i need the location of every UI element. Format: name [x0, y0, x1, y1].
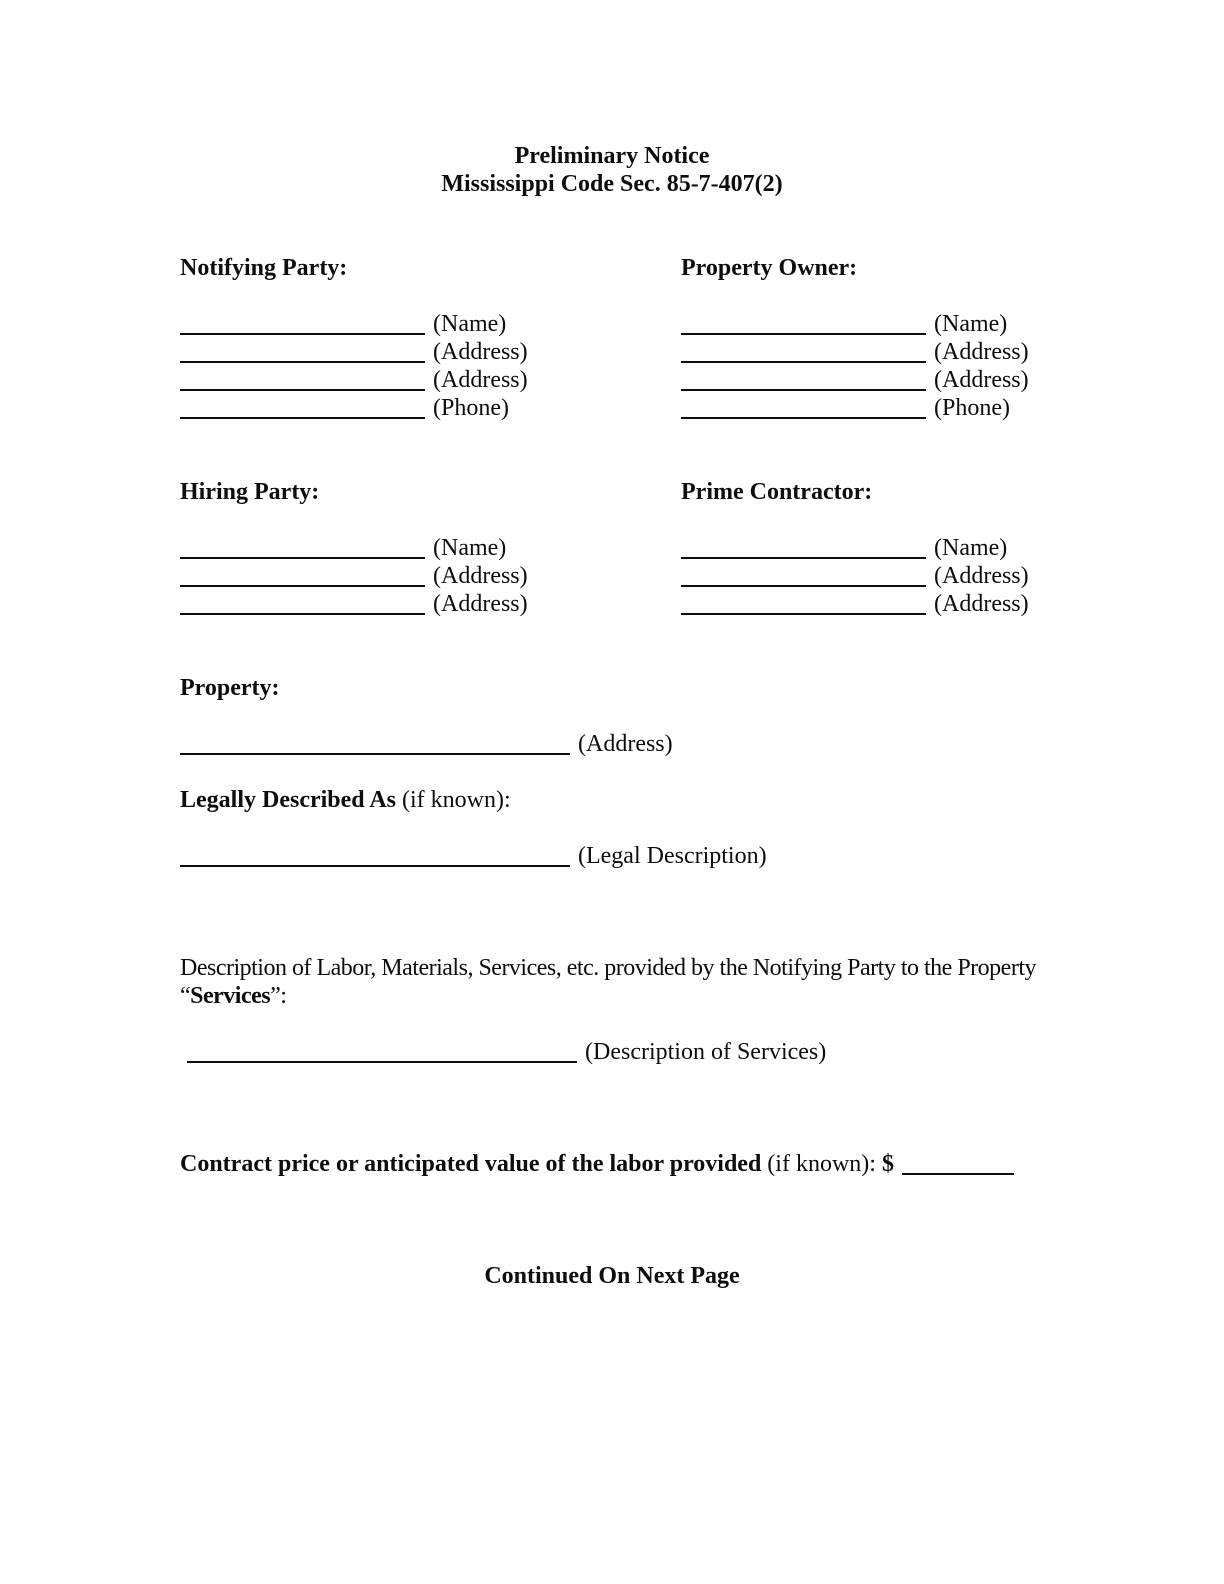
blank-field-line — [180, 321, 425, 335]
parties-row-1 — [180, 254, 1044, 422]
hiring-party-heading: Hiring Party: — [180, 479, 320, 505]
contract-price-row — [180, 1150, 1044, 1178]
legal-description-heading — [180, 786, 1044, 814]
blank-field-line — [180, 405, 425, 419]
field-row — [180, 310, 681, 338]
contract-price-regular-text: (if known): — [761, 1151, 882, 1177]
section-notifying-party — [180, 254, 681, 422]
document-title-line1: Preliminary Notice — [514, 143, 710, 169]
section-property — [180, 674, 1044, 758]
section-prime-contractor — [681, 478, 1044, 618]
blank-field-line — [681, 377, 926, 391]
prime-contractor-heading: Prime Contractor: — [681, 479, 873, 505]
field-row — [681, 394, 1044, 422]
property-owner-fields — [681, 310, 1044, 422]
services-intro-bold: Services — [190, 983, 271, 1009]
blank-field-line — [180, 377, 425, 391]
blank-field-line — [180, 741, 570, 755]
services-intro-2: ”: — [270, 983, 287, 1009]
field-row — [681, 366, 1044, 394]
field-label: (Name) — [934, 535, 1008, 561]
blank-field-line — [180, 349, 425, 363]
field-row — [180, 590, 681, 618]
property-heading: Property: — [180, 675, 280, 701]
field-row — [180, 338, 681, 366]
services-row — [180, 1038, 1044, 1066]
property-owner-heading: Property Owner: — [681, 255, 858, 281]
parties-row-2 — [180, 478, 1044, 618]
section-hiring-party — [180, 478, 681, 618]
field-label: (Address) — [934, 563, 1029, 589]
field-label: (Address) — [433, 367, 528, 393]
blank-field-line — [180, 545, 425, 559]
section-legal-description — [180, 786, 1044, 870]
legal-description-row — [180, 842, 1044, 870]
field-label: (Address) — [934, 591, 1029, 617]
field-label: (Address) — [934, 339, 1029, 365]
contract-price-blank-line — [902, 1161, 1014, 1175]
dollar-sign: $ — [881, 1151, 894, 1177]
field-row — [681, 562, 1044, 590]
blank-field-line — [180, 573, 425, 587]
legal-heading-bold: Legally Described As — [180, 787, 396, 813]
field-row — [681, 310, 1044, 338]
blank-field-line — [180, 601, 425, 615]
field-label: (Address) — [934, 367, 1029, 393]
hiring-party-fields — [180, 534, 681, 618]
field-row — [180, 366, 681, 394]
property-address-row — [180, 730, 1044, 758]
field-label: (Address) — [433, 339, 528, 365]
blank-field-line — [681, 405, 926, 419]
services-intro-1: Description of Labor, Materials, Services, etc. provided by the Notifying Party to the Property “ — [180, 955, 1036, 1009]
blank-field-line — [681, 321, 926, 335]
services-description-text — [180, 954, 1044, 1010]
field-label: (Name) — [433, 311, 507, 337]
field-label: (Name) — [934, 311, 1008, 337]
document-title — [180, 142, 1044, 198]
field-label: (Name) — [433, 535, 507, 561]
field-label: (Phone) — [433, 395, 509, 421]
notifying-party-fields — [180, 310, 681, 422]
field-label: (Phone) — [934, 395, 1010, 421]
property-address-label: (Address) — [578, 731, 673, 757]
continued-next-page: Continued On Next Page — [484, 1263, 740, 1289]
blank-field-line — [681, 601, 926, 615]
field-row — [180, 562, 681, 590]
field-label: (Address) — [433, 591, 528, 617]
field-row — [681, 338, 1044, 366]
contract-price-bold-text: Contract price or anticipated value of the labor provided — [180, 1151, 762, 1177]
field-row — [681, 534, 1044, 562]
field-row — [681, 590, 1044, 618]
document-title-line2: Mississippi Code Sec. 85-7-407(2) — [441, 171, 783, 197]
field-label: (Address) — [433, 563, 528, 589]
prime-contractor-fields — [681, 534, 1044, 618]
field-row — [180, 534, 681, 562]
field-row — [180, 394, 681, 422]
blank-field-line — [681, 545, 926, 559]
blank-field-line — [681, 349, 926, 363]
section-property-owner — [681, 254, 1044, 422]
blank-field-line — [180, 853, 570, 867]
section-services — [180, 954, 1044, 1066]
services-label: (Description of Services) — [585, 1039, 827, 1065]
notifying-party-heading: Notifying Party: — [180, 255, 348, 281]
blank-field-line — [187, 1049, 577, 1063]
legal-description-label: (Legal Description) — [578, 843, 767, 869]
legal-heading-rest: (if known): — [396, 787, 511, 813]
blank-field-line — [681, 573, 926, 587]
